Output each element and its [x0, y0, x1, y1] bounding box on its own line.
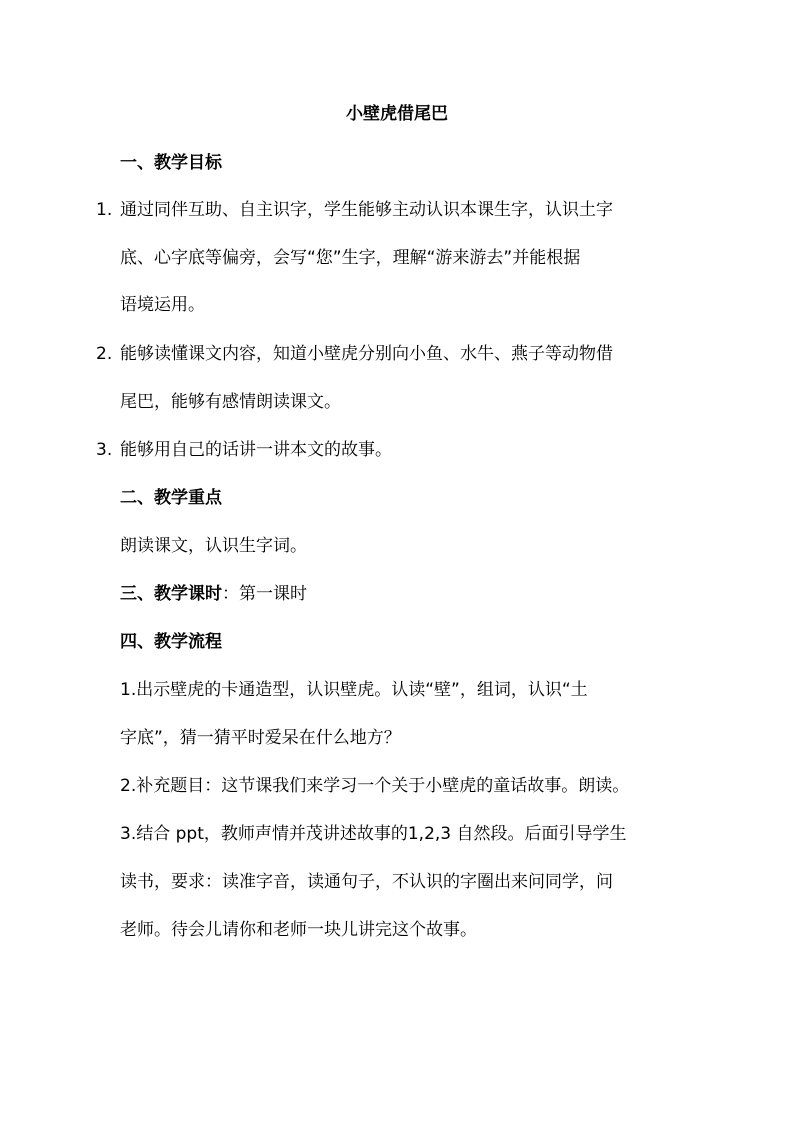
goal-line: 能够用自己的话讲一讲本文的故事。: [120, 440, 392, 460]
goal-line: 尾巴，能够有感情朗读课文。: [120, 392, 341, 412]
class-hours-separator: ：: [222, 584, 239, 604]
goal-number: 2.: [96, 344, 113, 364]
section-heading-flow: 四、教学流程: [120, 632, 222, 652]
class-hours-label: 三、教学课时: [120, 584, 222, 604]
goal-line: 能够读懂课文内容，知道小壁虎分别向小鱼、水牛、燕子等动物借: [120, 344, 613, 364]
flow-line: 字底”，猜一猜平时爱呆在什么地方？: [120, 728, 401, 748]
flow-line: 读书，要求：读准字音，读通句子，不认识的字圈出来问同学，问: [120, 872, 613, 892]
goal-number: 1.: [96, 200, 113, 220]
goal-line: 语境运用。: [120, 295, 205, 315]
flow-line: 3.结合 ppt，教师声情并茂讲述故事的1,2,3 自然段。后面引导学生: [120, 824, 627, 844]
goal-line: 通过同伴互助、自主识字，学生能够主动认识本课生字，认识土字: [120, 200, 613, 220]
section-heading-key-points: 二、教学重点: [120, 488, 222, 508]
class-hours-text: 第一课时: [239, 584, 307, 604]
key-points-text: 朗读课文，认识生字词。: [120, 536, 307, 556]
flow-line: 2.补充题目：这节课我们来学习一个关于小壁虎的童话故事。朗读。: [120, 776, 630, 796]
goal-line: 底、心字底等偏旁，会写“您”生字，理解“游来游去”并能根据: [120, 248, 581, 268]
section-heading-class-hours: [120, 582, 307, 606]
flow-line: 1.出示壁虎的卡通造型，认识壁虎。认读“壁”，组词，认识“土: [120, 680, 588, 700]
flow-line: 老师。待会儿请你和老师一块儿讲完这个故事。: [120, 920, 477, 940]
goal-number: 3.: [96, 440, 113, 460]
section-heading-goals: 一、教学目标: [120, 153, 222, 173]
document-title: 小壁虎借尾巴: [346, 104, 448, 124]
